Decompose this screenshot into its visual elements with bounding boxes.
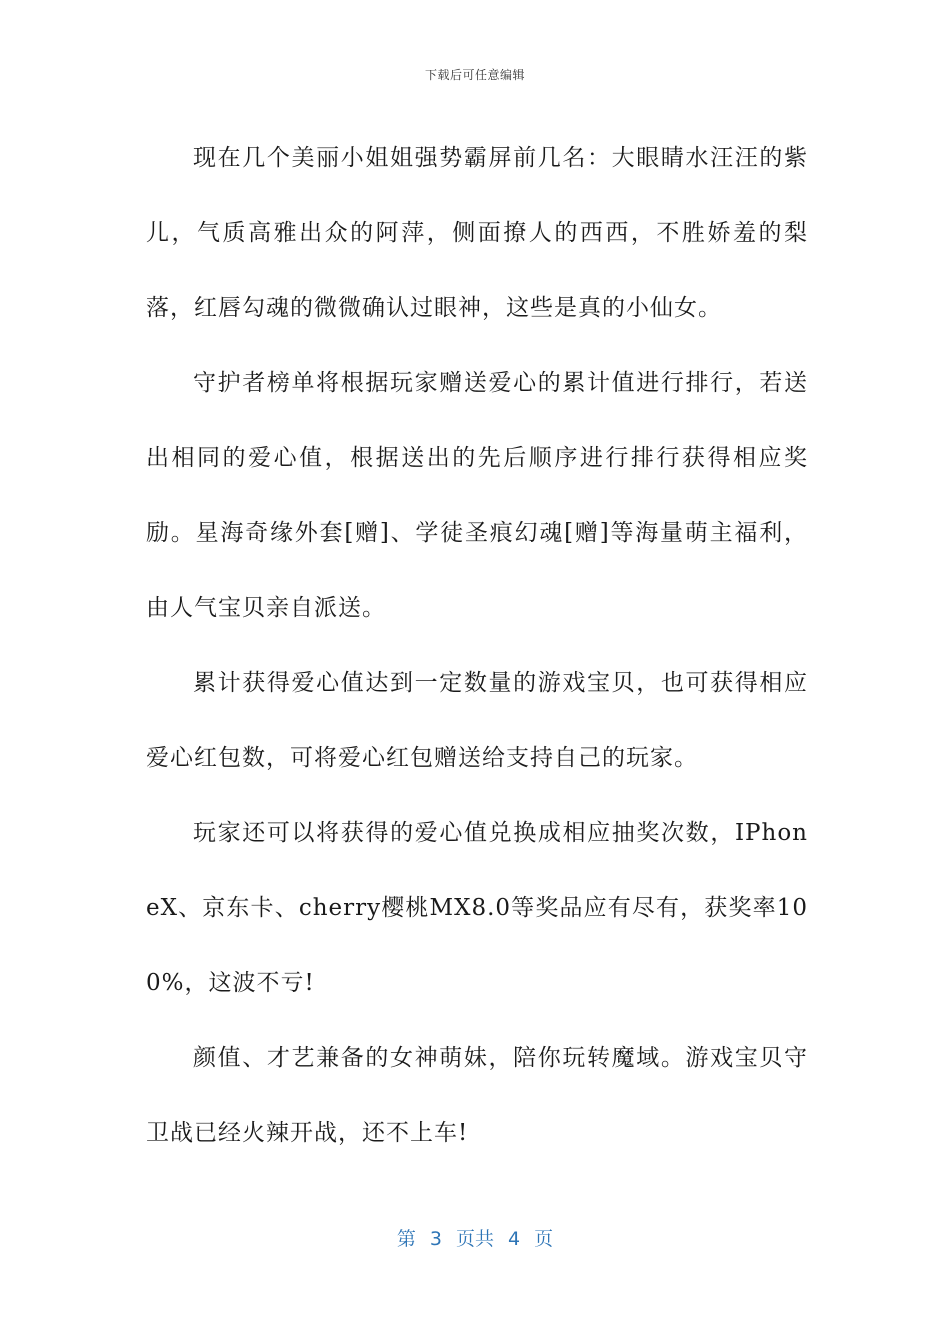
document-body — [146, 121, 808, 1171]
page-footer — [0, 1224, 950, 1251]
paragraph-4: 玩家还可以将获得的爱心值兑换成相应抽奖次数，IPhoneX、京东卡、cherry樱桃MX8.0等奖品应有尽有，获奖率100%，这波不亏! — [146, 820, 808, 996]
footer-prefix: 第 — [396, 1228, 416, 1250]
paragraph-2: 守护者榜单将根据玩家赠送爱心的累计值进行排行，若送出相同的爱心值，根据送出的先后顺序进行排行获得相应奖励。星海奇缘外套[赠]、学徒圣痕幻魂[赠]等海量萌主福利，由人气宝贝亲自派送。 — [146, 370, 808, 621]
footer-suffix: 页 — [534, 1228, 554, 1250]
total-page-number: 4 — [508, 1228, 521, 1250]
paragraph-1: 现在几个美丽小姐姐强势霸屏前几名：大眼睛水汪汪的紫儿，气质高雅出众的阿萍，侧面撩人的西西，不胜娇羞的梨落，红唇勾魂的微微确认过眼神，这些是真的小仙女。 — [146, 145, 808, 321]
current-page-number: 3 — [429, 1228, 442, 1250]
paragraph-3: 累计获得爱心值达到一定数量的游戏宝贝，也可获得相应爱心红包数，可将爱心红包赠送给支持自己的玩家。 — [146, 670, 808, 771]
header-note: 下载后可任意编辑 — [424, 68, 525, 82]
footer-middle: 页共 — [455, 1228, 494, 1250]
paragraph-5: 颜值、才艺兼备的女神萌妹，陪你玩转魔域。游戏宝贝守卫战已经火辣开战，还不上车! — [146, 1045, 808, 1146]
